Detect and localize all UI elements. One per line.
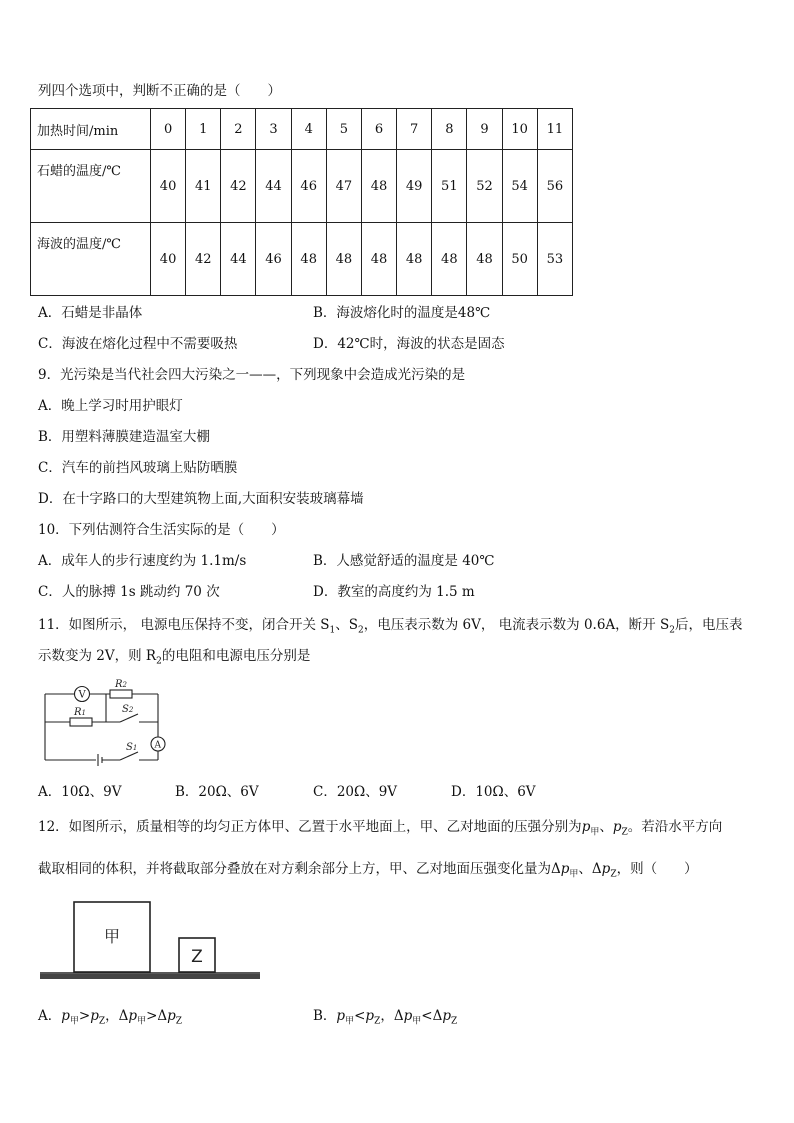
table-cell: 48 [432,223,467,296]
table-header-cell: 3 [256,109,291,150]
q12-delta: Δ [432,1008,443,1024]
q12-sub-yi: Z [621,827,628,838]
q12-text: ，则（ ） [616,861,698,877]
q12-option-b [313,1007,457,1031]
cube-yi-label: Z [191,947,203,967]
s1-sub: 1 [132,744,138,752]
q9-option-c: C．汽车的前挡风玻璃上贴防晒膜 [38,460,238,476]
q11-text: ，电压表示数为 6V， 电流表示数为 0.6A，断开 S [363,617,670,633]
q10-stem: 10．下列估测符合生活实际的是（ ） [38,522,285,538]
q10-option-b: B．人感觉舒适的温度是 40℃ [313,553,495,569]
q12-sub-jia: 甲 [569,869,579,880]
q12-op: < [354,1008,366,1024]
q12-delta: Δ [157,1008,168,1024]
q12-sep: 、 [599,819,613,835]
q9-stem: 9．光污染是当代社会四大污染之一——，下列现象中会造成光污染的是 [38,367,466,383]
resistor-r1 [70,718,92,726]
table-header-cell: 10 [502,109,537,150]
resistor-r2 [110,690,132,698]
q12-comma: ， [380,1008,394,1024]
r2-sub: 2 [122,681,127,689]
q12-delta: Δ [551,861,561,877]
q12-var-p: p [601,861,611,877]
row-label: 石蜡的温度/℃ [31,150,151,223]
table-cell: 50 [502,223,537,296]
table-cell: 40 [151,150,186,223]
q11-stem-line2 [38,647,310,671]
s2-sub: 2 [128,706,134,714]
s1-label [126,742,137,753]
ammeter-label: A [154,740,161,751]
table-header-cell: 11 [537,109,572,150]
table-header-row [31,109,573,150]
q9-option-d: D．在十字路口的大型建筑物上面,大面积安装玻璃幕墙 [38,491,364,507]
table-header-cell: 2 [221,109,256,150]
q12-text: 截取相同的体积，并将截取部分叠放在对方剩余部分上方，甲、乙对地面压强变化量为 [38,861,551,877]
q12-var-p: p [581,819,591,835]
table-cell: 44 [221,223,256,296]
q12-delta: Δ [393,1008,404,1024]
q8-option-a: A．石蜡是非晶体 [38,305,143,321]
table-header-cell: 7 [397,109,432,150]
q11-option-a: A．10Ω、9V [38,784,122,800]
table-cell: 53 [537,223,572,296]
q12-sub-yi: Z [374,1016,381,1027]
q12-op: > [78,1008,91,1024]
s2-letter: S [122,704,129,715]
q11-text: 示数变为 2V，则 R [38,648,157,664]
table-cell: 54 [502,150,537,223]
q12-op: < [421,1008,433,1024]
circuit-diagram [40,676,175,768]
q12-stem-line2 [38,860,698,884]
q12-delta: Δ [591,861,602,877]
q11-option-b: B．20Ω、6V [175,784,259,800]
q12-op: > [146,1008,158,1024]
q11-stem-line1 [38,616,742,640]
q12-sub-yi: Z [98,1016,106,1027]
r2-label [114,679,128,690]
table-cell: 48 [326,223,361,296]
q9-option-a: A．晚上学习时用护眼灯 [38,398,183,414]
table-header-cell: 1 [186,109,221,150]
q8-option-b: B．海波熔化时的温度是48℃ [313,305,491,321]
q12-text: 12．如图所示，质量相等的均匀正方体甲、乙置于水平地面上，甲、乙对地面的压强分别为 [38,819,582,835]
q11-option-d: D．10Ω、6V [451,784,536,800]
q12-sep: 、 [578,861,592,877]
s1-letter: S [126,742,133,753]
q12-var-p: p [365,1008,375,1024]
q12-sub-jia: 甲 [412,1016,422,1027]
q12-var-p: p [442,1008,451,1024]
temperature-table [30,108,573,296]
row-label: 海波的温度/℃ [31,223,151,296]
q8-option-c: C．海波在熔化过程中不需要吸热 [38,336,238,352]
table-cell: 42 [221,150,256,223]
table-header-cell: 4 [291,109,326,150]
table-cell: 44 [256,150,291,223]
table-header-cell: 8 [432,109,467,150]
table-row [31,150,573,223]
cube-diagram [40,898,262,984]
table-cell: 49 [397,150,432,223]
q12-var-p: p [336,1008,346,1024]
switch-s2 [120,714,138,722]
table-cell: 51 [432,150,467,223]
table-header-cell: 加热时间/min [31,109,151,150]
q12-text: 。若沿水平方向 [627,819,723,835]
cube-jia-label: 甲 [103,927,121,946]
r1-letter: R [74,707,82,718]
q11-option-c: C．20Ω、9V [313,784,398,800]
q12-sub-yi: Z [450,1016,458,1027]
q12-sub-jia: 甲 [345,1016,355,1027]
table-cell: 48 [467,223,502,296]
q8-option-d: D．42℃时，海波的状态是固态 [313,336,505,352]
q11-sub: 1 [329,625,336,636]
q12-var-p: p [560,861,570,877]
q9-option-b: B．用塑料薄膜建造温室大棚 [38,429,210,445]
s2-label [122,704,134,715]
table-cell: 48 [361,150,396,223]
q11-sub: 2 [156,656,162,667]
q12-var-p: p [403,1008,413,1024]
q12-sub-jia: 甲 [137,1016,147,1027]
table-cell: 40 [151,223,186,296]
voltmeter-label: V [78,689,86,701]
table-header-cell: 6 [361,109,396,150]
table-cell: 56 [537,150,572,223]
q11-text: 11．如图所示， 电源电压保持不变，闭合开关 S [38,617,330,633]
q12-comma: ， [105,1008,119,1024]
q12-option-a [38,1007,182,1031]
q12-sub-yi: Z [175,1016,183,1027]
q11-text: 、S [335,617,358,633]
q11-sub: 2 [669,625,675,636]
table-cell: 46 [256,223,291,296]
table-row [31,223,573,296]
q12-stem-line1 [38,818,722,842]
q12-sub-jia: 甲 [69,1016,79,1027]
switch-s1 [120,752,138,760]
q12-sub-yi: Z [610,869,617,880]
table-header-cell: 5 [326,109,361,150]
intro-line: 列四个选项中，判断不正确的是（ ） [38,83,281,99]
q12-delta: Δ [118,1008,129,1024]
q11-text: 后，电压表 [674,617,743,633]
table-header-cell: 9 [467,109,502,150]
q12-a-label: A． [38,1008,62,1024]
r1-sub: 1 [81,709,86,717]
table-cell: 47 [326,150,361,223]
q11-text: 的电阻和电源电压分别是 [161,648,311,664]
q10-option-a: A．成年人的步行速度约为 1.1m/s [38,553,247,569]
r2-letter: R [115,679,123,690]
q10-option-c: C．人的脉搏 1s 跳动约 70 次 [38,584,220,600]
q12-var-p: p [61,1008,70,1024]
q12-var-p: p [612,819,622,835]
q12-b-label: B． [313,1008,337,1024]
ground-hatch [40,974,260,979]
table-header-cell: 0 [151,109,186,150]
r1-label [73,707,86,718]
table-cell: 42 [186,223,221,296]
q12-var-p: p [167,1008,176,1024]
table-cell: 48 [291,223,326,296]
table-cell: 52 [467,150,502,223]
table-cell: 48 [397,223,432,296]
table-cell: 48 [361,223,396,296]
q12-sub-jia: 甲 [590,827,600,838]
q11-sub: 2 [358,625,364,636]
q12-var-p: p [90,1008,99,1024]
q10-option-d: D．教室的高度约为 1.5 m [313,584,475,600]
q12-var-p: p [128,1008,138,1024]
table-cell: 41 [186,150,221,223]
table-cell: 46 [291,150,326,223]
